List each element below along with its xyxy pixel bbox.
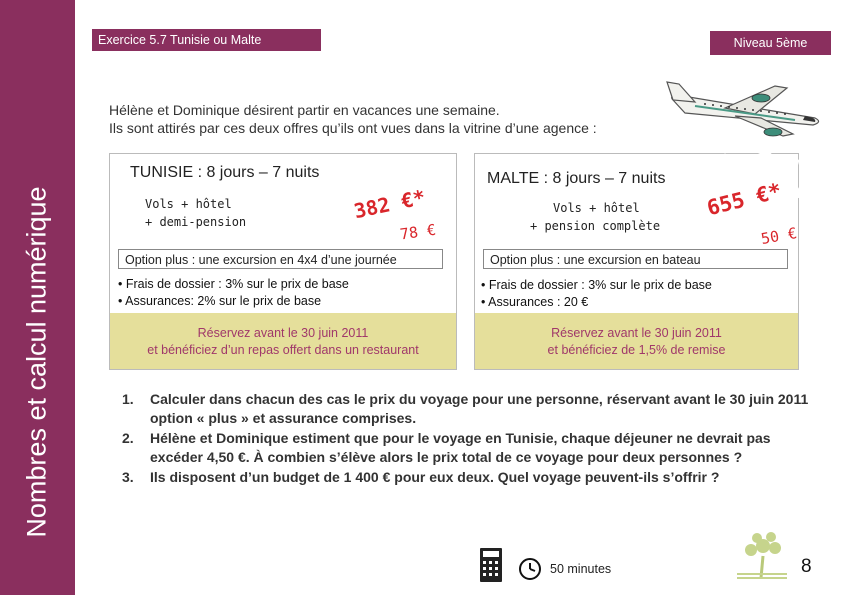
fees [481,277,712,311]
option-box: Option plus : une excursion en 4x4 d’une journée [118,249,443,269]
question-text: Hélène et Dominique estiment que pour le voyage en Tunisie, chaque déjeuner ne devrait pas excéder 4,50 €. À combien s’élève alors le prix total de ce voyage pour deux personnes ? [150,430,771,465]
page-number: 8 [801,556,812,577]
fee-line: • Frais de dossier : 3% sur le prix de base [118,277,349,291]
duration-label: 50 minutes [550,562,612,576]
intro-line-1: Hélène et Dominique désirent partir en vacances une semaine. [109,102,500,118]
question-text: Calculer dans chacun des cas le prix du voyage pour une personne, réservant avant le 30 juin 2011 option « plus » et assurance comprises. [150,391,809,426]
exercise-title: Exercice 5.7 Tunisie ou Malte [92,29,321,51]
offer-package-line-2: + demi-pension [145,215,247,229]
fee-line: • Assurances: 2% sur le prix de base [118,294,322,308]
sidebar-title: Nombres et calcul numérique [21,186,52,538]
promo-line: et bénéficiez de 1,5% de remise [547,343,726,357]
promo-banner [110,313,456,369]
option-price: 78 € [398,220,438,244]
question-number: 2. [122,430,134,446]
offer-package-line-1: Vols + hôtel [145,197,232,211]
promo-line: et bénéficiez d’un repas offert dans un restaurant [147,343,419,357]
question-number: 1. [122,391,134,407]
option-box: Option plus : une excursion en bateau [483,249,788,269]
airplane-icon [665,78,825,138]
intro-line-2: Ils sont attirés par ces deux offres qu’ils ont vues dans la vitrine d’une agence : [109,120,597,136]
level-badge: Niveau 5ème [710,31,831,55]
promo-banner [475,313,798,369]
offer-package-line-1: Vols + hôtel [553,201,640,215]
fee-line: • Frais de dossier : 3% sur le prix de base [481,278,712,292]
price-starburst [345,162,455,230]
sidebar [0,0,75,595]
promo-line: Réservez avant le 30 juin 2011 [551,326,722,340]
tree-logo-icon [733,526,791,581]
questions-list [122,390,812,488]
fee-line: • Assurances : 20 € [481,295,589,309]
fees [118,276,349,310]
calculator-icon [479,547,503,583]
price-starburst [695,150,805,232]
offer-title: TUNISIE : 8 jours – 7 nuits [130,164,320,181]
offer-malte [474,153,799,370]
question-text: Ils disposent d’un budget de 1 400 € pour eux deux. Quel voyage peuvent-ils s’offrir ? [150,469,720,485]
question-item [122,468,812,487]
promo-line: Réservez avant le 30 juin 2011 [197,326,369,340]
question-number: 3. [122,469,134,485]
offer-package-line-2: + pension complète [530,219,661,233]
question-item [122,429,812,467]
main-price: 655 €* [704,178,784,221]
offer-tunisie [109,153,457,370]
clock-icon [518,557,542,581]
intro-text [109,101,597,137]
offer-title: MALTE : 8 jours – 7 nuits [487,170,666,187]
main-price: 382 €* [351,184,428,224]
option-price: 50 € [759,224,799,249]
question-item [122,390,812,428]
